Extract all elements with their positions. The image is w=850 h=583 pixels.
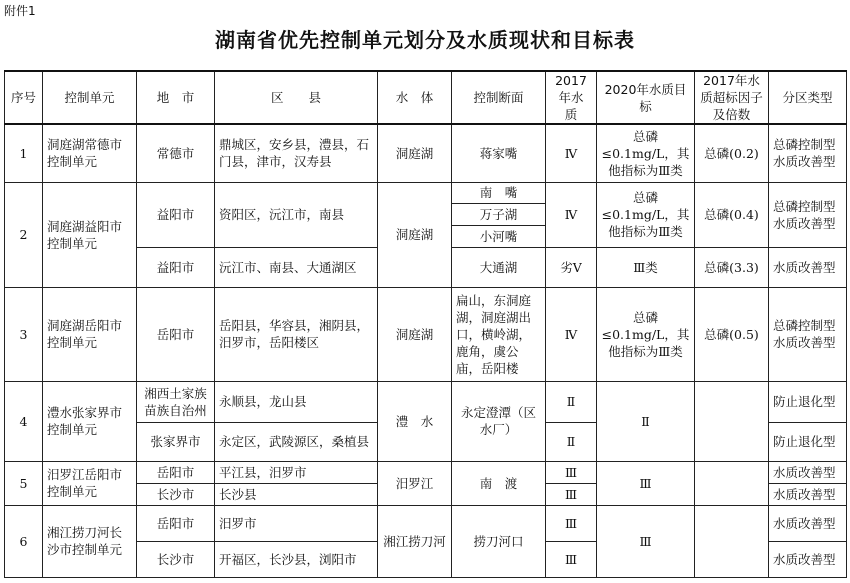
exceed-factor-cell: 总磷(0.2) <box>695 124 769 182</box>
exceed-factor-cell <box>695 505 769 577</box>
district-cell: 永定区，武陵源区，桑植县 <box>215 422 378 461</box>
header-section: 控制断面 <box>452 71 546 124</box>
header-exceed2017: 2017年水质超标因子及倍数 <box>695 71 769 124</box>
quality-2017-cell: Ⅲ <box>546 505 597 541</box>
district-cell: 鼎城区，安乡县，澧县，石门县，津市，汉寿县 <box>215 124 378 182</box>
zone-type-cell: 总磷控制型水质改善型 <box>769 124 847 182</box>
zone-type-cell: 水质改善型 <box>769 505 847 541</box>
section-cell: 南 渡 <box>452 461 546 505</box>
target-2020-cell: Ⅲ <box>597 461 695 505</box>
quality-2017-cell: Ⅲ <box>546 461 597 483</box>
attachment-label: 附件1 <box>4 4 36 18</box>
water-body-cell: 洞庭湖 <box>378 287 452 381</box>
quality-2017-cell: Ⅳ <box>546 182 597 247</box>
city-cell: 益阳市 <box>137 247 215 287</box>
district-cell: 开福区，长沙县，浏阳市 <box>215 541 378 577</box>
row-no: 6 <box>5 505 43 577</box>
control-unit-cell: 澧水张家界市控制单元 <box>43 381 137 461</box>
district-cell: 长沙县 <box>215 483 378 505</box>
water-body-cell: 洞庭湖 <box>378 182 452 287</box>
header-q2017: 2017年水 质 <box>546 71 597 124</box>
quality-2017-cell: Ⅲ <box>546 541 597 577</box>
section-cell: 永定澄潭（区水厂） <box>452 381 546 461</box>
header-city: 地 市 <box>137 71 215 124</box>
exceed-factor-cell <box>695 381 769 461</box>
target-2020-cell: 总磷≤0.1mg/L，其他指标为Ⅲ类 <box>597 182 695 247</box>
target-2020-cell: 总磷≤0.1mg/L，其他指标为Ⅲ类 <box>597 124 695 182</box>
quality-2017-cell: Ⅳ <box>546 287 597 381</box>
city-cell: 湘西土家族苗族自治州 <box>137 381 215 422</box>
quality-2017-cell: Ⅱ <box>546 381 597 422</box>
header-unit: 控制单元 <box>43 71 137 124</box>
district-cell: 汨罗市 <box>215 505 378 541</box>
table-row <box>5 287 847 381</box>
exceed-factor-cell: 总磷(3.3) <box>695 247 769 287</box>
header-district: 区 县 <box>215 71 378 124</box>
quality-2017-cell: 劣Ⅴ <box>546 247 597 287</box>
table-row <box>5 381 847 422</box>
city-cell: 长沙市 <box>137 541 215 577</box>
control-unit-cell: 汨罗江岳阳市控制单元 <box>43 461 137 505</box>
table-row <box>5 124 847 182</box>
target-2020-cell: Ⅲ类 <box>597 247 695 287</box>
quality-2017-cell: Ⅳ <box>546 124 597 182</box>
city-cell: 益阳市 <box>137 182 215 247</box>
water-body-cell: 洞庭湖 <box>378 124 452 182</box>
control-unit-cell: 洞庭湖常德市控制单元 <box>43 124 137 182</box>
control-unit-cell: 洞庭湖益阳市控制单元 <box>43 182 137 287</box>
section-cell: 蒋家嘴 <box>452 124 546 182</box>
district-cell: 资阳区，沅江市，南县 <box>215 182 378 247</box>
table-row <box>5 461 847 483</box>
section-cell: 捞刀河口 <box>452 505 546 577</box>
section-cell: 南 嘴 <box>479 185 518 201</box>
section-cell: 万子湖 <box>452 203 545 225</box>
zone-type-cell: 总磷控制型水质改善型 <box>769 287 847 381</box>
row-no: 4 <box>5 381 43 461</box>
exceed-factor-cell: 总磷(0.4) <box>695 182 769 247</box>
quality-2017-cell: Ⅱ <box>546 422 597 461</box>
zone-type-cell: 防止退化型 <box>769 381 847 422</box>
zone-type-cell: 水质改善型 <box>769 461 847 483</box>
header-zone: 分区类型 <box>769 71 847 124</box>
section-cell: 扁山，东洞庭湖，洞庭湖出口，横岭湖，鹿角，虞公庙，岳阳楼 <box>452 287 546 381</box>
city-cell: 常德市 <box>137 124 215 182</box>
target-2020-cell: 总磷≤0.1mg/L，其他指标为Ⅲ类 <box>597 287 695 381</box>
city-cell: 岳阳市 <box>137 461 215 483</box>
quality-2017-cell: Ⅲ <box>546 483 597 505</box>
section-cell: 大通湖 <box>452 247 546 287</box>
row-no: 1 <box>5 124 43 182</box>
city-cell: 张家界市 <box>137 422 215 461</box>
zone-type-cell: 水质改善型 <box>769 247 847 287</box>
district-cell: 沅江市、南县、大通湖区 <box>215 247 378 287</box>
exceed-factor-cell <box>695 461 769 505</box>
control-unit-cell: 湘江捞刀河长沙市控制单元 <box>43 505 137 577</box>
section-stack <box>452 182 546 247</box>
header-target2020: 2020年水质目 标 <box>597 71 695 124</box>
zone-type-cell: 水质改善型 <box>769 541 847 577</box>
district-cell: 平江县，汨罗市 <box>215 461 378 483</box>
table-row <box>5 182 847 247</box>
water-body-cell: 澧 水 <box>378 381 452 461</box>
water-body-cell: 汨罗江 <box>378 461 452 505</box>
water-body-cell: 湘江捞刀河 <box>378 505 452 577</box>
city-cell: 岳阳市 <box>137 287 215 381</box>
table-row <box>5 505 847 541</box>
row-no: 3 <box>5 287 43 381</box>
zone-type-cell: 防止退化型 <box>769 422 847 461</box>
header-no: 序号 <box>5 71 43 124</box>
district-cell: 岳阳县，华容县，湘阴县，汨罗市，岳阳楼区 <box>215 287 378 381</box>
zone-type-cell: 水质改善型 <box>769 483 847 505</box>
district-cell: 永顺县，龙山县 <box>215 381 378 422</box>
section-cell: 小河嘴 <box>452 225 545 247</box>
header-water: 水 体 <box>378 71 452 124</box>
control-unit-table <box>4 70 847 578</box>
city-cell: 长沙市 <box>137 483 215 505</box>
row-no: 5 <box>5 461 43 505</box>
exceed-factor-cell: 总磷(0.5) <box>695 287 769 381</box>
zone-type-cell: 总磷控制型水质改善型 <box>769 182 847 247</box>
control-unit-cell: 洞庭湖岳阳市控制单元 <box>43 287 137 381</box>
header-row <box>5 71 847 124</box>
target-2020-cell: Ⅱ <box>597 381 695 461</box>
page-title: 湖南省优先控制单元划分及水质现状和目标表 <box>215 28 635 52</box>
city-cell: 岳阳市 <box>137 505 215 541</box>
row-no: 2 <box>5 182 43 287</box>
target-2020-cell: Ⅲ <box>597 505 695 577</box>
